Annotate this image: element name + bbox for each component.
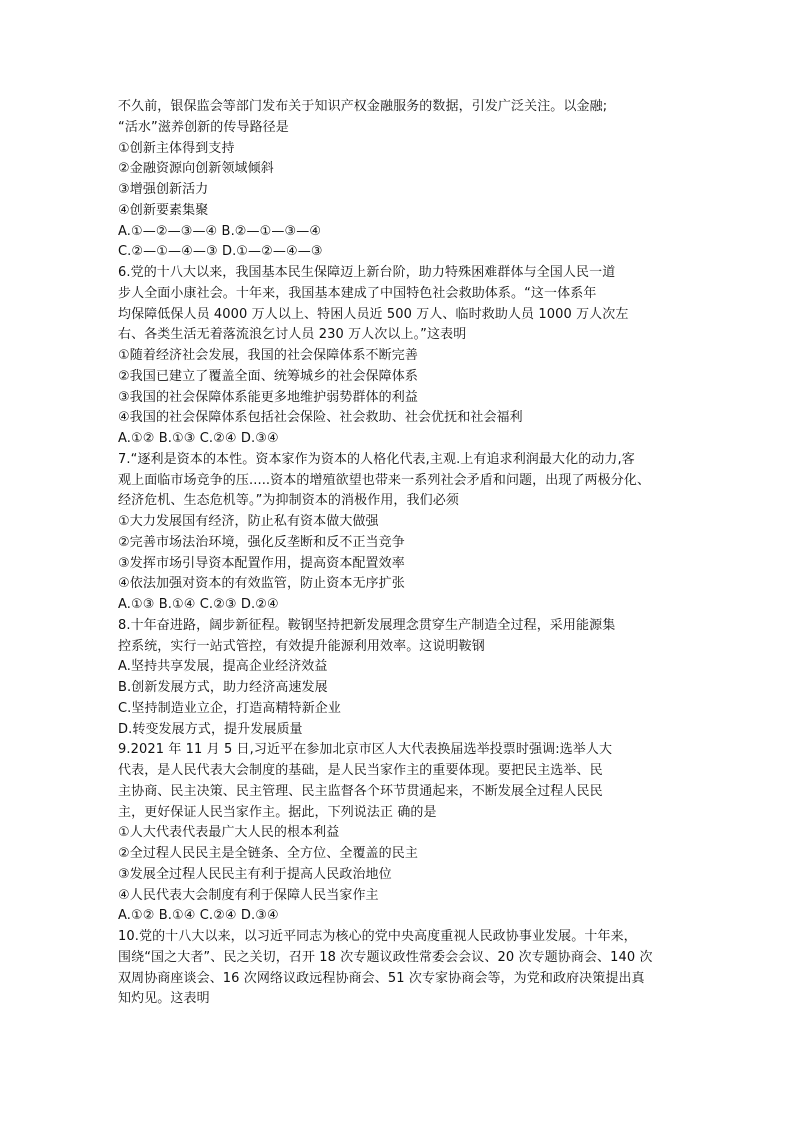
text-line: A.坚持共享发展，提高企业经济效益 xyxy=(118,659,328,675)
text-line: ②金融资源向创新领域倾斜 xyxy=(118,161,274,177)
text-line: ③发挥市场引导资本配置作用，提高资本配置效率 xyxy=(118,555,405,571)
text-line: C.坚持制造业立企，打造高精特新企业 xyxy=(118,700,342,716)
text-line: 主协商、民主决策、民主管理、民主监督各个环节贯通起来，不断发展全过程人民民 xyxy=(118,783,603,799)
text-line: 不久前，银保监会等部门发布关于知识产权金融服务的数据，引发广泛关注。以金融; xyxy=(118,99,608,114)
text-line: A.①—②—③—④ B.②—①—③—④ xyxy=(118,223,322,239)
text-line: A.①② B.①④ C.②④ D.③④ xyxy=(118,908,279,924)
text-line: ③发展全过程人民民主有利于提高人民政治地位 xyxy=(118,866,392,882)
text-line: 10.党的十八大以来，以习近平同志为核心的党中央高度重视人民政协事业发展。十年来， xyxy=(118,929,637,944)
text-line: ②我国已建立了覆盖全面、统筹城乡的社会保障体系 xyxy=(118,368,418,384)
text-line: ③增强创新活力 xyxy=(118,182,209,197)
text-line: ④依法加强对资本的有效监管，防止资本无序扩张 xyxy=(118,576,405,592)
text-line: 8.十年奋进路，阔步新征程。鞍钢坚持把新发展理念贯穿生产制造全过程，采用能源集 xyxy=(118,617,616,633)
text-line: 6.党的十八大以来，我国基本民生保障迈上新台阶，助力特殊困难群体与全国人民一道 xyxy=(118,265,616,280)
text-line: 代表，是人民代表大会制度的基础，是人民当家作主的重要体现。要把民主选举、民 xyxy=(118,763,603,778)
text-line: D.转变发展方式，提升发展质量 xyxy=(118,721,303,737)
text-line: B.创新发展方式，助力经济高速发展 xyxy=(118,680,328,695)
text-line: 7.“逐利是资本的本性。资本家作为资本的人格化代表,主观.上有追求利润最大化的动力,客 xyxy=(118,451,635,467)
text-line: ①大力发展国有经济，防止私有资本做大做强 xyxy=(118,514,379,529)
text-line: ④创新要素集聚 xyxy=(118,202,209,218)
text-line: 知灼见。这表明 xyxy=(118,991,210,1007)
text-line: ④我国的社会保障体系包括社会保险、社会救助、社会优抚和社会福利 xyxy=(118,410,523,426)
text-line: ②完善市场法治环境，强化反垄断和反不正当竞争 xyxy=(118,534,405,550)
text-line: “活水”滋养创新的传导路径是 xyxy=(118,119,289,135)
text-line: ①随着经济社会发展，我国的社会保障体系不断完善 xyxy=(118,348,418,363)
text-line: 经济危机、生态危机等。”为抑制资本的消极作用，我们必须 xyxy=(118,493,459,509)
text-line: 观上面临市场竞争的压.....资本的增殖欲望也带来一系列社会矛盾和问题，出现了两极分化、 xyxy=(118,472,651,488)
text-line: 围绕“国之大者”、民之关切，召开 18 次专题议政性常委会会议、20 次专题协商会、140 次 xyxy=(118,949,653,965)
text-line: ①创新主体得到支持 xyxy=(118,140,235,156)
text-line: C.②—①—④—③ D.①—②—④—③ xyxy=(118,244,323,260)
text-line: A.①② B.①③ C.②④ D.③④ xyxy=(118,431,279,446)
text-line: 9.2021 年 11 月 5 日,习近平在参加北京市区人大代表换届选举投票时强调:选举人大 xyxy=(118,742,613,758)
text-line: ①人大代表代表最广大人民的根本利益 xyxy=(118,825,340,841)
text-line: 控系统，实行一站式管控，有效提升能源利用效率。这说明鞍钢 xyxy=(118,638,485,654)
text-line: 右、各类生活无着落流浪乞讨人员 230 万人次以上。”这表明 xyxy=(118,327,467,343)
text-line: ③我国的社会保障体系能更多地维护弱势群体的利益 xyxy=(118,389,418,405)
text-line: 步人全面小康社会。十年来，我国基本建成了中国特色社会救助体系。“这一体系年 xyxy=(118,285,597,301)
text-line: 均保障低保人员 4000 万人以上、特困人员近 500 万人、临时救助人员 1000 万人次左 xyxy=(118,306,629,322)
text-line: 主，更好保证人民当家作主。据此，下列说法正 确的是 xyxy=(118,804,437,820)
text-line: 双周协商座谈会、16 次网络议政远程协商会、51 次专家协商会等，为党和政府决策提出真 xyxy=(118,970,645,986)
text-line: A.①③ B.①④ C.②③ D.②④ xyxy=(118,597,279,612)
text-line: ②全过程人民民主是全链条、全方位、全覆盖的民主 xyxy=(118,846,418,861)
text-line: ④人民代表大会制度有利于保障人民当家作主 xyxy=(118,887,379,903)
